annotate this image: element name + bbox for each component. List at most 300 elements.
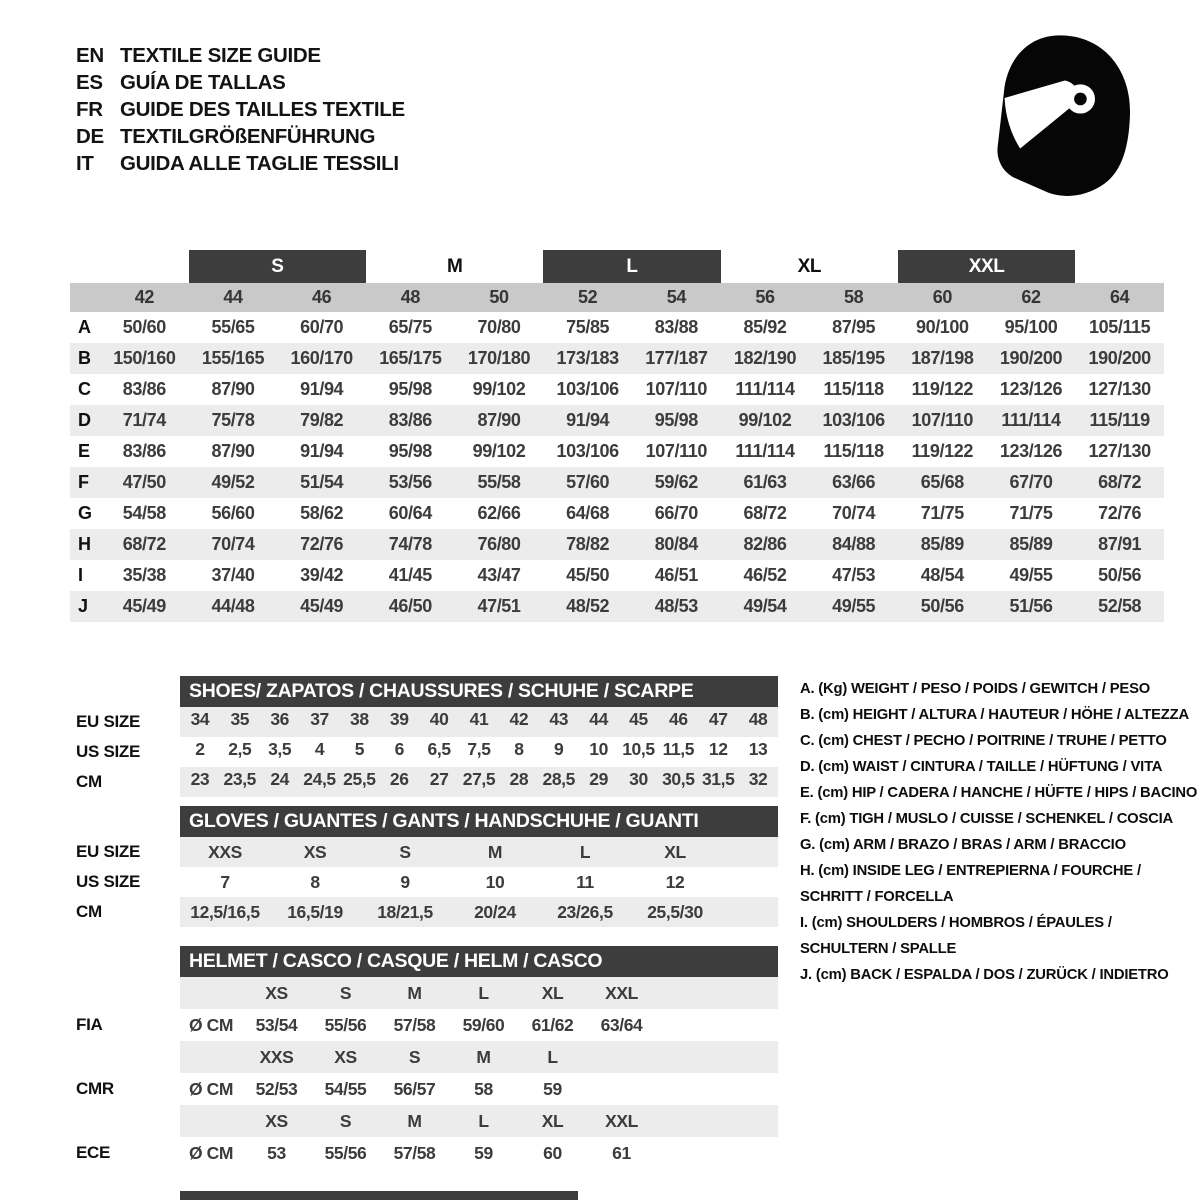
measure-row-g <box>70 498 1164 529</box>
measure-value: 111/114 <box>735 441 795 461</box>
measure-value: 84/88 <box>832 534 876 554</box>
size-value: S <box>339 982 352 1003</box>
size-value: 43 <box>549 709 569 730</box>
measure-letter: J <box>78 596 88 616</box>
size-value: 11 <box>576 871 594 892</box>
legend-item: B. (cm) HEIGHT / ALTURA / HAUTEUR / HÖHE / ALTEZZA <box>800 707 1189 723</box>
row-label: ECE <box>76 1143 111 1162</box>
measure-value: 87/95 <box>832 317 876 337</box>
size-value: L <box>579 841 591 862</box>
textile-size-table <box>70 250 1164 622</box>
measure-letter: C <box>78 379 91 399</box>
measure-letter: B <box>78 348 91 368</box>
diameter-unit-label: Ø CM <box>188 1078 234 1099</box>
size-value: 25,5/30 <box>647 901 703 922</box>
size-value: 10 <box>485 871 505 892</box>
size-group-xl: XL <box>797 255 822 277</box>
size-value: XS <box>265 982 288 1003</box>
measure-letter: F <box>78 472 89 492</box>
gloves-section-header: GLOVES / GUANTES / GANTS / HANDSCHUHE / GUANTI <box>180 806 778 837</box>
measure-value: 55/58 <box>477 472 521 492</box>
size-group-xxl: XXL <box>898 250 1075 283</box>
measure-value: 50/60 <box>122 317 166 337</box>
size-value: 37 <box>310 709 329 730</box>
language-code: IT <box>76 151 94 175</box>
measure-value: 83/86 <box>122 379 166 399</box>
size-value: M <box>407 982 422 1003</box>
size-value: L <box>547 1046 558 1067</box>
size-value: 53 <box>267 1142 286 1163</box>
measure-row-d <box>70 405 1164 436</box>
size-value: 58 <box>474 1078 493 1099</box>
helmet-row <box>70 1041 1164 1073</box>
row-label: US SIZE <box>76 742 141 761</box>
size-value: M <box>476 1046 491 1067</box>
measure-value: 57/60 <box>566 472 610 492</box>
size-value: 5 <box>354 739 365 760</box>
size-value: 59 <box>474 1142 493 1163</box>
measure-value: 56/60 <box>211 503 255 523</box>
size-value: 47 <box>708 709 728 730</box>
size-value: 28 <box>509 769 529 790</box>
size-value: 9 <box>554 739 564 760</box>
size-value: XL <box>541 1110 564 1131</box>
measure-value: 87/90 <box>211 441 255 461</box>
helmet-section-header: HELMET / CASCO / CASQUE / HELM / CASCO <box>180 946 778 977</box>
measure-value: 115/118 <box>823 379 884 399</box>
numeric-size: 42 <box>134 287 154 307</box>
size-group-s: S <box>189 250 366 283</box>
measure-value: 59/62 <box>654 472 698 492</box>
size-value: 55/56 <box>324 1014 367 1035</box>
language-title-row <box>76 96 405 123</box>
size-value: 45 <box>629 709 648 730</box>
row-values <box>180 837 778 867</box>
size-value: XXS <box>208 841 242 862</box>
measure-value: 48/54 <box>920 565 964 585</box>
size-value: 16,5/19 <box>287 901 343 922</box>
measure-value: 71/75 <box>920 503 964 523</box>
measure-value: 95/98 <box>388 379 432 399</box>
measure-value: 99/102 <box>472 379 526 399</box>
visor-pivot-dot <box>1074 93 1087 106</box>
size-value: XL <box>664 841 686 862</box>
measure-value: 83/86 <box>388 410 432 430</box>
size-value: 60 <box>543 1142 562 1163</box>
language-title-row <box>76 123 405 150</box>
size-value: S <box>339 1110 352 1131</box>
measure-value: 49/54 <box>743 596 787 616</box>
measure-value: 127/130 <box>1088 379 1151 399</box>
numeric-size: 44 <box>223 287 243 307</box>
legend-item: C. (cm) CHEST / PECHO / POITRINE / TRUHE / PETTO <box>800 733 1167 749</box>
measure-value: 91/94 <box>566 410 610 430</box>
measure-value: 71/74 <box>122 410 166 430</box>
size-value: 7 <box>220 871 230 892</box>
measure-value: 115/119 <box>1089 410 1150 430</box>
row-values <box>180 1105 778 1137</box>
measure-value: 58/62 <box>300 503 344 523</box>
legend-item: I. (cm) SHOULDERS / HOMBROS / ÉPAULES / SCHULTERN / SPALLE <box>800 915 1112 957</box>
legend-item: J. (cm) BACK / ESPALDA / DOS / ZURÜCK / INDIETRO <box>800 967 1169 983</box>
size-value: XS <box>303 841 327 862</box>
measure-value: 52/58 <box>1098 596 1142 616</box>
measure-row-e <box>70 436 1164 467</box>
helmet-row <box>70 1105 1164 1137</box>
row-values <box>180 897 778 927</box>
measure-value: 115/118 <box>823 441 884 461</box>
guide-title: GUIDE DES TAILLES TEXTILE <box>120 97 405 121</box>
measure-value: 160/170 <box>290 348 353 368</box>
row-values <box>180 1009 778 1041</box>
measure-value: 190/200 <box>1088 348 1151 368</box>
measure-value: 45/49 <box>122 596 166 616</box>
measure-letter: H <box>78 534 91 554</box>
size-value: 26 <box>389 769 409 790</box>
measure-value: 55/65 <box>211 317 255 337</box>
measure-value: 35/38 <box>122 565 166 585</box>
measure-row-i <box>70 560 1164 591</box>
measure-value: 85/89 <box>1009 534 1053 554</box>
size-value: 56/57 <box>393 1078 436 1099</box>
size-value: 8 <box>514 739 524 760</box>
measure-value: 177/187 <box>645 348 708 368</box>
size-value: 41 <box>469 709 489 730</box>
size-value: L <box>478 982 489 1003</box>
legend-item: H. (cm) INSIDE LEG / ENTREPIERNA / FOURCHE / SCHRITT / FORCELLA <box>800 863 1141 905</box>
row-label: CM <box>76 902 102 921</box>
measure-value: 91/94 <box>300 379 344 399</box>
size-value: 10,5 <box>622 739 655 760</box>
measure-value: 53/56 <box>388 472 432 492</box>
size-value: 24,5 <box>303 769 336 790</box>
diameter-unit-label: Ø CM <box>188 1142 234 1163</box>
helmet-row <box>70 1009 1164 1041</box>
measure-value: 123/126 <box>999 441 1063 461</box>
size-value: 32 <box>748 769 768 790</box>
numeric-size-row <box>70 283 1164 312</box>
language-title-row <box>76 150 405 177</box>
size-value: S <box>408 1046 421 1067</box>
size-value: M <box>407 1110 422 1131</box>
measure-letter: E <box>78 441 90 461</box>
measure-value: 48/52 <box>566 596 610 616</box>
size-value: 25,5 <box>343 769 376 790</box>
measure-value: 90/100 <box>915 317 969 337</box>
measure-value: 68/72 <box>743 503 787 523</box>
measure-value: 47/53 <box>832 565 876 585</box>
size-value: 23 <box>190 769 210 790</box>
size-value: 36 <box>270 709 289 730</box>
numeric-size: 62 <box>1021 287 1041 307</box>
row-values <box>180 707 778 737</box>
measure-value: 50/56 <box>920 596 964 616</box>
measure-value: 95/98 <box>388 441 432 461</box>
measure-value: 51/54 <box>300 472 344 492</box>
size-group-l: L <box>543 250 720 283</box>
measure-value: 50/56 <box>1098 565 1142 585</box>
measure-value: 182/190 <box>733 348 797 368</box>
measure-value: 48/53 <box>654 596 698 616</box>
size-value: 54/55 <box>324 1078 367 1099</box>
measure-value: 165/175 <box>379 348 442 368</box>
size-value: 10 <box>589 739 608 760</box>
measure-value: 46/52 <box>743 565 787 585</box>
row-label: CMR <box>76 1079 114 1098</box>
legend-item: G. (cm) ARM / BRAZO / BRAS / ARM / BRACCIO <box>800 837 1126 853</box>
size-value: 13 <box>748 739 768 760</box>
size-value: 38 <box>350 709 369 730</box>
measure-value: 119/122 <box>911 379 973 399</box>
measure-row-j <box>70 591 1164 622</box>
guide-title: GUIDA ALLE TAGLIE TESSILI <box>120 151 399 175</box>
size-value: 30 <box>629 769 648 790</box>
measure-row-a <box>70 312 1164 343</box>
measure-value: 85/92 <box>743 317 787 337</box>
measure-value: 41/45 <box>388 565 432 585</box>
size-value: 61 <box>612 1142 631 1163</box>
helmet-rows <box>70 977 1164 1169</box>
measure-value: 70/74 <box>832 503 876 523</box>
numeric-size: 50 <box>489 287 509 307</box>
measure-value: 60/70 <box>300 317 344 337</box>
measure-value: 103/106 <box>556 441 619 461</box>
size-value: 6 <box>394 739 404 760</box>
size-value: 46 <box>668 709 688 730</box>
guide-title: TEXTILE SIZE GUIDE <box>120 43 321 67</box>
measure-row-h <box>70 529 1164 560</box>
size-value: 9 <box>400 871 410 892</box>
size-value: S <box>399 841 411 862</box>
measure-value: 80/84 <box>654 534 698 554</box>
size-value: 11,5 <box>662 739 695 760</box>
size-group-m: M <box>446 255 463 277</box>
row-label: EU SIZE <box>76 712 141 731</box>
measure-value: 72/76 <box>1098 503 1142 523</box>
measure-value: 103/106 <box>822 410 885 430</box>
size-value: 2 <box>195 739 205 760</box>
measure-value: 85/89 <box>920 534 964 554</box>
size-value: 44 <box>589 709 608 730</box>
legend-item: E. (cm) HIP / CADERA / HANCHE / HÜFTE / HIPS / BACINO <box>800 785 1198 801</box>
size-value: 27 <box>429 769 449 790</box>
size-value: 28,5 <box>542 769 575 790</box>
measure-value: 87/90 <box>211 379 255 399</box>
measure-value: 47/51 <box>477 596 521 616</box>
size-group-row <box>70 250 1164 283</box>
size-value: 3,5 <box>268 739 292 760</box>
row-values <box>180 977 778 1009</box>
measure-row-c <box>70 374 1164 405</box>
size-value: XXL <box>605 1110 638 1131</box>
measure-value: 46/51 <box>654 565 698 585</box>
guide-title: TEXTILGRÖßENFÜHRUNG <box>120 124 376 148</box>
measure-value: 83/88 <box>654 317 698 337</box>
measure-value: 51/56 <box>1009 596 1053 616</box>
measure-value: 64/68 <box>566 503 610 523</box>
shoes-section-header: SHOES/ ZAPATOS / CHAUSSURES / SCHUHE / SCARPE <box>180 676 778 707</box>
measure-value: 75/78 <box>211 410 255 430</box>
legend-item: F. (cm) TIGH / MUSLO / CUISSE / SCHENKEL / COSCIA <box>800 811 1174 827</box>
measure-value: 44/48 <box>211 596 255 616</box>
size-value: M <box>487 841 503 862</box>
measure-value: 107/110 <box>645 379 707 399</box>
size-value: 42 <box>509 709 529 730</box>
measure-value: 91/94 <box>300 441 344 461</box>
measure-value: 65/75 <box>388 317 432 337</box>
measure-value: 190/200 <box>999 348 1063 368</box>
size-value: 7,5 <box>467 739 491 760</box>
row-values <box>180 737 778 767</box>
measure-value: 66/70 <box>654 503 698 523</box>
language-code: DE <box>76 124 104 148</box>
numeric-size: 52 <box>578 287 598 307</box>
measure-value: 107/110 <box>911 410 973 430</box>
measure-value: 95/100 <box>1004 317 1058 337</box>
size-value: 12 <box>665 871 685 892</box>
numeric-size: 58 <box>844 287 864 307</box>
measure-value: 54/58 <box>122 503 166 523</box>
size-value: 57/58 <box>393 1142 436 1163</box>
measure-value: 79/82 <box>300 410 344 430</box>
size-value: 63/64 <box>600 1014 643 1035</box>
measure-value: 68/72 <box>1098 472 1142 492</box>
size-value: 48 <box>748 709 768 730</box>
row-values <box>180 1073 778 1105</box>
racing-helmet-icon <box>975 28 1145 203</box>
numeric-size: 60 <box>932 287 952 307</box>
size-value: XS <box>265 1110 288 1131</box>
measure-value: 111/114 <box>1001 410 1061 430</box>
diameter-unit-label: Ø CM <box>188 1014 234 1035</box>
size-value: 24 <box>270 769 289 790</box>
row-label: CM <box>76 772 102 791</box>
size-value: 59/60 <box>462 1014 505 1035</box>
measure-value: 45/50 <box>566 565 610 585</box>
measure-value: 63/66 <box>832 472 876 492</box>
helmet-row <box>70 1137 1164 1169</box>
size-value: XXL <box>605 982 638 1003</box>
language-title-list <box>76 42 405 177</box>
measure-value: 87/91 <box>1098 534 1142 554</box>
language-title-row <box>76 69 405 96</box>
racing-helmet-icon-svg <box>975 28 1145 203</box>
size-value: XL <box>541 982 564 1003</box>
measure-value: 39/42 <box>300 565 344 585</box>
measure-value: 119/122 <box>911 441 973 461</box>
measure-value: 62/66 <box>477 503 521 523</box>
size-value: 53/54 <box>255 1014 298 1035</box>
measure-value: 68/72 <box>122 534 166 554</box>
size-value: 34 <box>190 709 210 730</box>
size-value: 6,5 <box>427 739 451 760</box>
language-code: EN <box>76 43 104 67</box>
language-code: ES <box>76 70 103 94</box>
measure-value: 123/126 <box>999 379 1063 399</box>
measure-value: 70/80 <box>477 317 521 337</box>
size-value: 4 <box>314 739 325 760</box>
measure-value: 65/68 <box>920 472 964 492</box>
row-values <box>180 1137 778 1169</box>
measure-value: 78/82 <box>566 534 610 554</box>
measure-letter: G <box>78 503 92 523</box>
measure-value: 95/98 <box>654 410 698 430</box>
measure-value: 111/114 <box>735 379 795 399</box>
measure-value: 150/160 <box>113 348 176 368</box>
size-value: 52/53 <box>255 1078 298 1099</box>
measure-value: 76/80 <box>477 534 521 554</box>
cutoff-next-section-bar <box>180 1191 578 1200</box>
size-value: 23,5 <box>223 769 257 790</box>
legend-item: A. (Kg) WEIGHT / PESO / POIDS / GEWITCH / PESO <box>800 681 1151 697</box>
size-value: 35 <box>230 709 250 730</box>
measure-value: 187/198 <box>911 348 974 368</box>
measure-value: 173/183 <box>556 348 619 368</box>
measure-value: 70/74 <box>211 534 255 554</box>
size-value: 20/24 <box>474 901 516 922</box>
size-value: 31,5 <box>701 769 735 790</box>
measure-value: 82/86 <box>743 534 787 554</box>
measure-value: 83/86 <box>122 441 166 461</box>
row-values <box>180 1041 778 1073</box>
row-label: EU SIZE <box>76 842 141 861</box>
guide-title: GUÍA DE TALLAS <box>120 70 286 94</box>
numeric-size: 48 <box>400 287 420 307</box>
numeric-size: 56 <box>755 287 775 307</box>
measure-value: 185/195 <box>822 348 885 368</box>
size-value: XXS <box>259 1046 294 1067</box>
size-value: 55/56 <box>324 1142 367 1163</box>
measure-value: 99/102 <box>472 441 526 461</box>
measure-letter: A <box>78 317 91 337</box>
measure-value: 103/106 <box>556 379 619 399</box>
size-value: 40 <box>429 709 449 730</box>
measurement-legend <box>800 676 1198 988</box>
measure-value: 49/55 <box>832 596 876 616</box>
size-value: 2,5 <box>228 739 252 760</box>
size-value: 23/26,5 <box>557 901 613 922</box>
measure-value: 107/110 <box>645 441 707 461</box>
numeric-size: 54 <box>666 287 686 307</box>
measure-value: 67/70 <box>1009 472 1053 492</box>
measure-value: 49/52 <box>211 472 255 492</box>
size-value: 12,5/16,5 <box>190 901 260 922</box>
measure-value: 60/64 <box>388 503 432 523</box>
size-value: 18/21,5 <box>377 901 433 922</box>
row-label: US SIZE <box>76 872 141 891</box>
measure-value: 71/75 <box>1009 503 1053 523</box>
measure-value: 61/63 <box>743 472 787 492</box>
measure-value: 49/55 <box>1009 565 1053 585</box>
numeric-size: 64 <box>1110 287 1130 307</box>
size-value: L <box>478 1110 489 1131</box>
measure-value: 72/76 <box>300 534 344 554</box>
row-values <box>180 767 778 797</box>
measure-value: 74/78 <box>388 534 432 554</box>
size-value: 59 <box>543 1078 562 1099</box>
measure-value: 127/130 <box>1088 441 1151 461</box>
size-value: 57/58 <box>393 1014 436 1035</box>
size-value: 39 <box>389 709 409 730</box>
legend-item: D. (cm) WAIST / CINTURA / TAILLE / HÜFTUNG / VITA <box>800 759 1163 775</box>
measure-row-b <box>70 343 1164 374</box>
size-value: 29 <box>589 769 608 790</box>
measure-value: 105/115 <box>1089 317 1151 337</box>
numeric-size: 46 <box>312 287 332 307</box>
measure-letter: D <box>78 410 91 430</box>
measure-value: 155/165 <box>201 348 265 368</box>
size-value: XS <box>334 1046 357 1067</box>
